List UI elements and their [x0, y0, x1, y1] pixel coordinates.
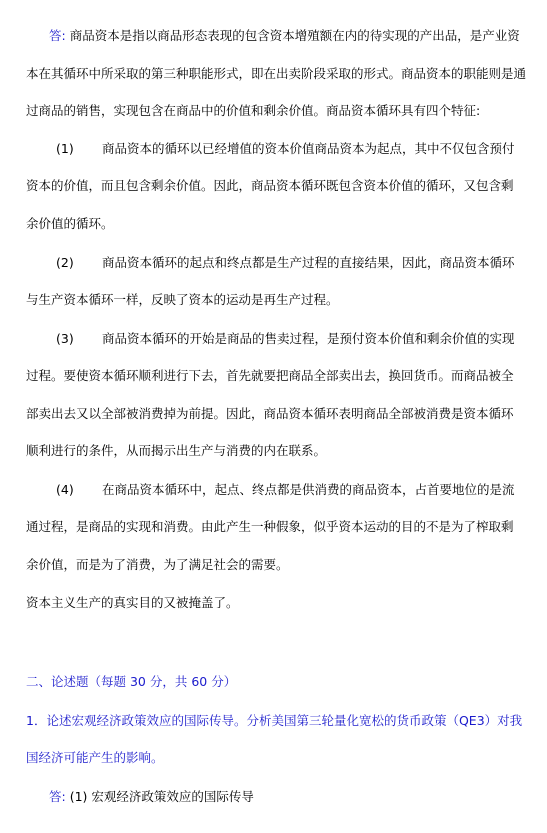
answer-intro-text: 商品资本是指以商品形态表现的包含资本增殖额在内的待实现的产出品，是产业资 [69, 28, 520, 43]
point-4-line-3: 余价值，而是为了消费，为了满足社会的需要。 [26, 557, 289, 572]
answer-2-line [49, 789, 547, 805]
point-4-number: (4) [56, 482, 74, 497]
point-3-text: 商品资本循环的开始是商品的售卖过程，是预付资本价值和剩余价值的实现 [102, 331, 515, 346]
answer-2-label: 答: [49, 789, 66, 804]
point-3-line-4: 顺利进行的条件，从而揭示出生产与消费的内在联系。 [26, 443, 327, 458]
point-4-line-2: 通过程，是商品的实现和消费。由此产生一种假象，似乎资本运动的目的不是为了榨取剩 [26, 519, 514, 534]
question-1-line-1: 1．论述宏观经济政策效应的国际传导。分析美国第三轮量化宽松的货币政策（QE3）对我 [26, 713, 523, 728]
point-1-line-3: 余价值的循环。 [26, 216, 114, 231]
section-heading: 二、论述题（每题 30 分，共 60 分） [26, 674, 237, 689]
question-1-line-2: 国经济可能产生的影响。 [26, 750, 164, 765]
answer-intro-line-2: 本在其循环中所采取的第三种职能形式，即在出卖阶段采取的形式。商品资本的职能则是通 [26, 66, 527, 81]
point-1-number: (1) [56, 141, 74, 156]
answer-intro-line-1 [49, 28, 547, 44]
point-1-line-2: 资本的价值，而且包含剩余价值。因此，商品资本循环既包含资本价值的循环，又包含剩 [26, 178, 514, 193]
point-4-text: 在商品资本循环中，起点、终点都是供消费的商品资本，占首要地位的是流 [102, 482, 515, 497]
answer-closing: 资本主义生产的真实目的又被掩盖了。 [26, 595, 239, 610]
point-2-number: (2) [56, 255, 74, 270]
point-2-line-2: 与生产资本循环一样，反映了资本的运动是再生产过程。 [26, 292, 339, 307]
point-3-line-2: 过程。要使资本循环顺利进行下去，首先就要把商品全部卖出去，换回货币。而商品被全 [26, 368, 514, 383]
point-4-first-line [56, 482, 547, 498]
point-3-first-line [56, 331, 547, 347]
answer-label: 答: [49, 28, 66, 43]
point-2-first-line [56, 255, 547, 271]
point-2-text: 商品资本循环的起点和终点都是生产过程的直接结果，因此，商品资本循环 [102, 255, 515, 270]
point-3-number: (3) [56, 331, 74, 346]
answer-intro-line-3: 过商品的销售，实现包含在商品中的价值和剩余价值。商品资本循环具有四个特征: [26, 103, 481, 118]
point-3-line-3: 部卖出去又以全部被消费掉为前提。因此，商品资本循环表明商品全部被消费是资本循环 [26, 406, 514, 421]
point-1-text: 商品资本的循环以已经增值的资本价值商品资本为起点，其中不仅包含预付 [102, 141, 515, 156]
answer-2-text: (1) 宏观经济政策效应的国际传导 [69, 789, 254, 804]
point-1-first-line [56, 141, 547, 157]
